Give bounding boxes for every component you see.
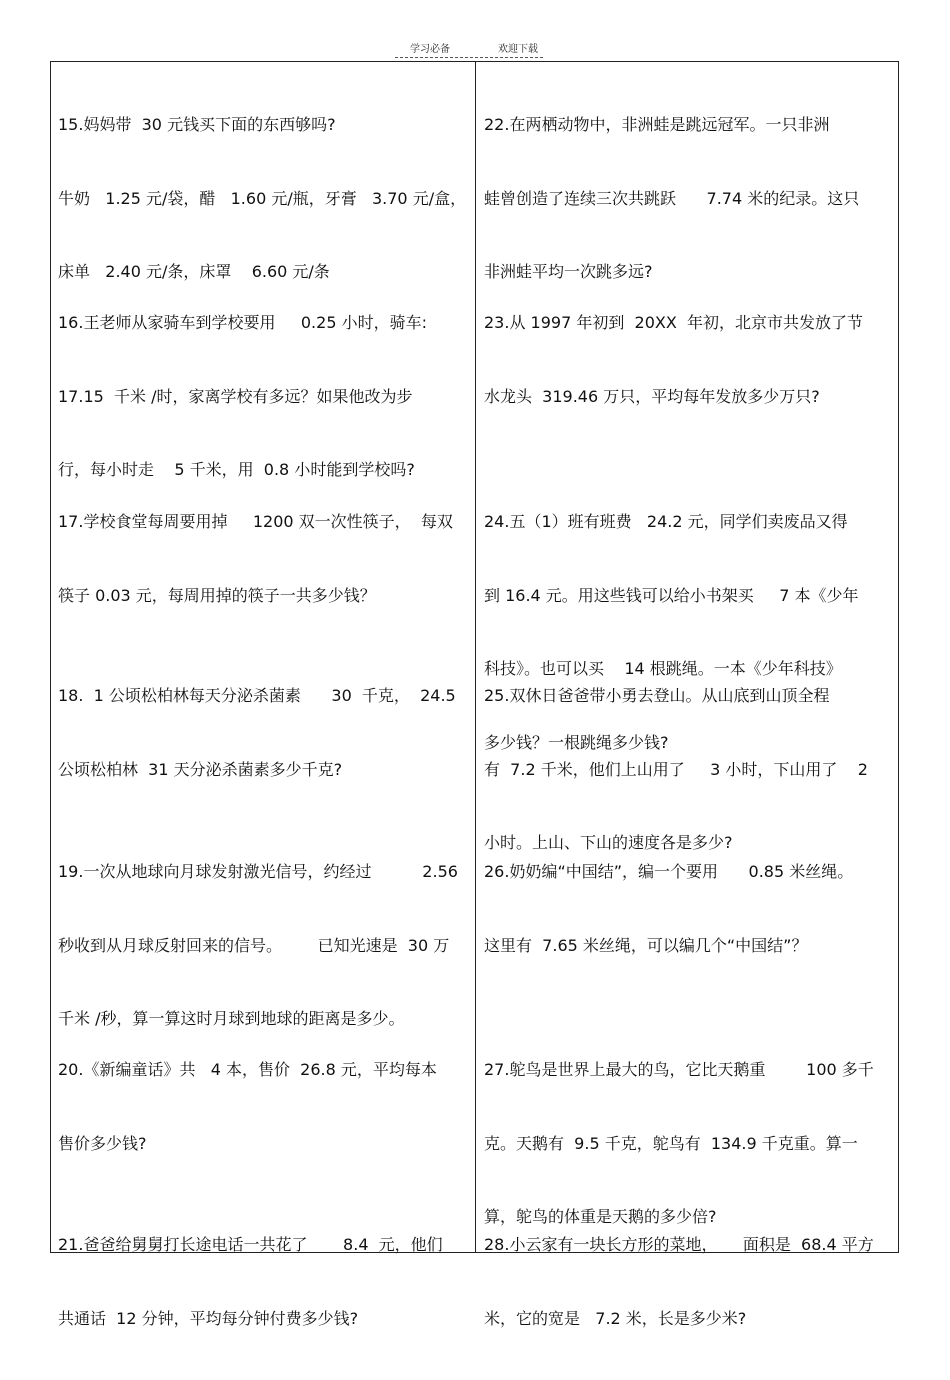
question-20 (58, 1009, 437, 1205)
question-line: 床单 2.40 元/条，床罩 6.60 元/条 (58, 262, 330, 281)
question-line: 公顷松柏林 31 天分泌杀菌素多少千克? (58, 759, 343, 779)
question-line: 17.学校食堂每周要用掉 1200 双一次性筷子， 每双 (58, 512, 453, 531)
question-line: 米，它的宽是 7.2 米，长是多少米? (484, 1308, 747, 1328)
question-26 (484, 811, 853, 1007)
question-line: 18. 1 公顷松柏林每天分泌杀菌素 30 千克， 24.5 (58, 686, 456, 705)
question-line: 19.一次从地球向月球发射激光信号，约经过 2.56 (58, 862, 458, 881)
question-line: 27.鸵鸟是世界上最大的鸟，它比天鹅重 100 多千 (484, 1060, 874, 1079)
question-line: 26.奶奶编“中国结”，编一个要用 0.85 米丝绳。 (484, 862, 854, 881)
question-line: 22.在两栖动物中，非洲蛙是跳远冠军。一只非洲 (484, 115, 830, 134)
header-left-text: 学习必备 (410, 44, 450, 55)
question-line: 千米 /秒，算一算这时月球到地球的距离是多少。 (58, 1009, 405, 1028)
question-line: 到 16.4 元。用这些钱可以给小书架买 7 本《少年 (484, 585, 859, 605)
question-line: 行，每小时走 5 千米，用 0.8 小时能到学校吗? (58, 460, 415, 479)
question-23 (484, 262, 863, 458)
question-18 (58, 635, 456, 831)
header-divider (395, 57, 543, 58)
question-line: 多少钱？一根跳绳多少钱? (484, 732, 669, 752)
question-line: 15.妈妈带 30 元钱买下面的东西够吗? (58, 115, 336, 134)
question-line: 23.从 1997 年初到 20XX 年初，北京市共发放了节 (484, 313, 863, 332)
question-17 (58, 461, 453, 657)
question-line: 算，鸵鸟的体重是天鹅的多少倍? (484, 1207, 717, 1226)
question-line: 这里有 7.65 米丝绳，可以编几个“中国结”？ (484, 935, 808, 955)
worksheet-table (50, 61, 899, 1328)
question-line: 蛙曾创造了连续三次共跳跃 7.74 米的纪录。这只 (484, 188, 860, 208)
question-line: 21.爸爸给舅舅打长途电话一共花了 8.4 元，他们 (58, 1235, 443, 1254)
question-line: 16.王老师从家骑车到学校要用 0.25 小时，骑车: (58, 313, 427, 332)
question-line: 17.15 千米 /时，家离学校有多远？如果他改为步 (58, 386, 413, 406)
header-right-text: 欢迎下载 (498, 44, 538, 55)
question-line: 牛奶 1.25 元/袋，醋 1.60 元/瓶，牙膏 3.70 元/盒， (58, 188, 467, 208)
question-line: 小时。上山、下山的速度各是多少? (484, 833, 733, 852)
question-line: 非洲蛙平均一次跳多远? (484, 262, 653, 281)
question-line: 有 7.2 千米，他们上山用了 3 小时，下山用了 2 (484, 759, 868, 779)
question-line: 共通话 12 分钟，平均每分钟付费多少钱? (58, 1308, 359, 1328)
question-line: 24.五（1）班有班费 24.2 元，同学们卖废品又得 (484, 512, 848, 531)
page-header (0, 38, 950, 55)
question-28 (484, 1184, 874, 1380)
question-line: 筷子 0.03 元，每周用掉的筷子一共多少钱？ (58, 585, 376, 605)
column-divider (475, 62, 476, 1252)
question-21 (58, 1184, 443, 1380)
question-line: 25.双休日爸爸带小勇去登山。从山底到山顶全程 (484, 686, 830, 705)
question-line: 秒收到从月球反射回来的信号。 已知光速是 30 万 (58, 935, 450, 955)
question-line: 28.小云家有一块长方形的菜地， 面积是 68.4 平方 (484, 1235, 874, 1254)
question-line: 20.《新编童话》共 4 本，售价 26.8 元，平均每本 (58, 1060, 437, 1079)
question-line: 科技》。也可以买 14 根跳绳。一本《少年科技》 (484, 659, 842, 678)
question-line: 售价多少钱? (58, 1133, 147, 1153)
question-line: 水龙头 319.46 万只，平均每年发放多少万只? (484, 386, 820, 406)
question-line: 克。天鹅有 9.5 千克，鸵鸟有 134.9 千克重。算一 (484, 1133, 858, 1153)
